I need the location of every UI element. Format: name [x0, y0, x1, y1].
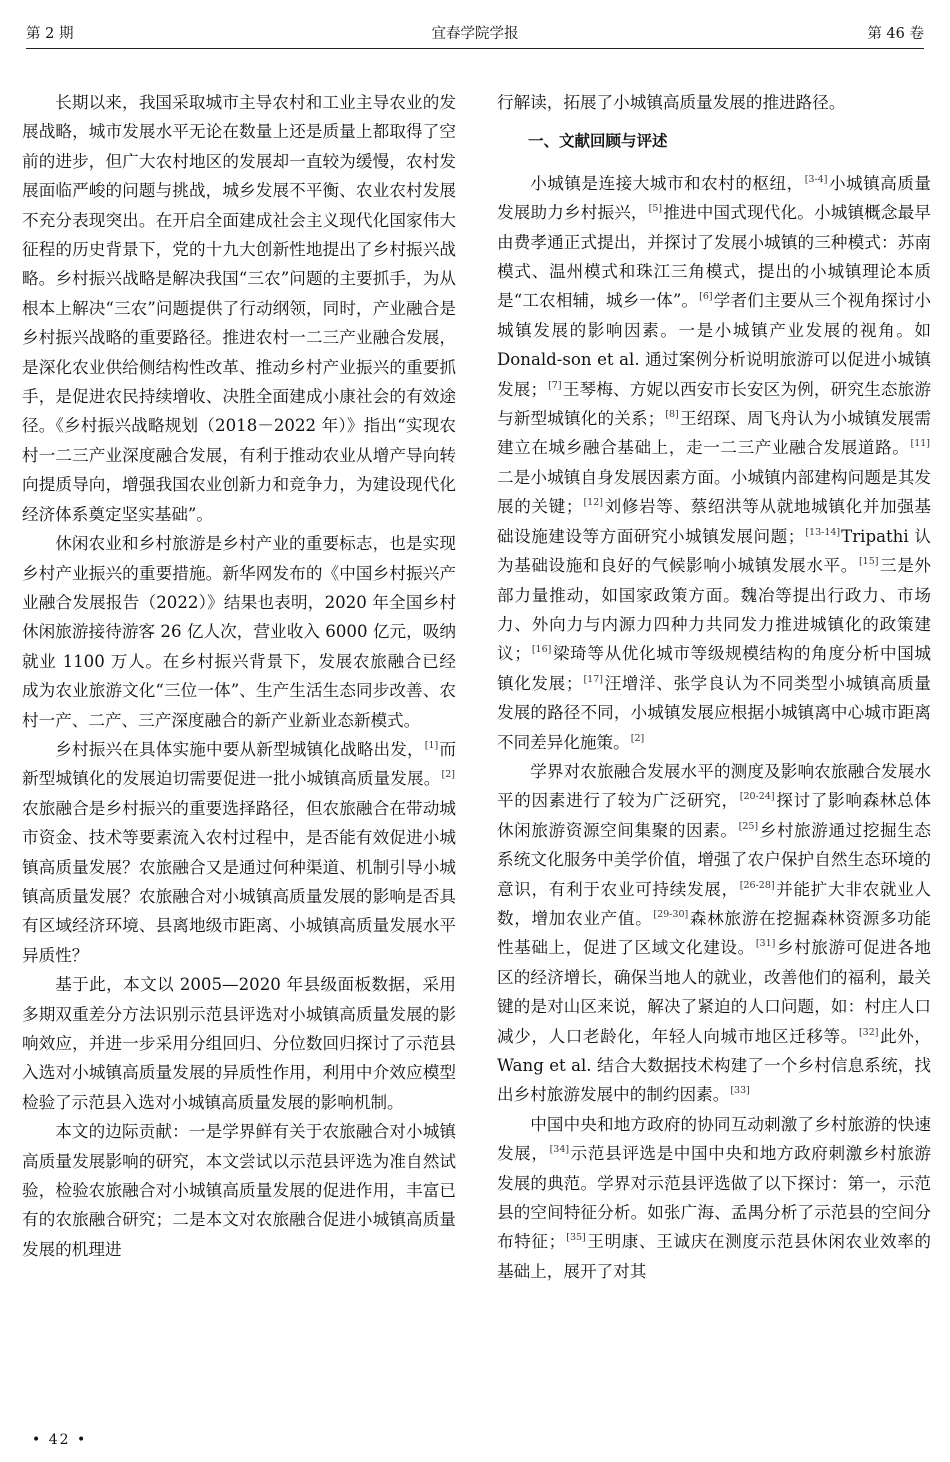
citation-ref: [11]	[910, 438, 930, 450]
text-run: 乡村旅游可促进各地区的经济增长，确保当地人的就业，改善他们的福利，最关键的是对山区来说，解决了紧迫的人口问题，如：村庄人口减少，人口老龄化，年轻人向城市地区迁移等。	[497, 938, 931, 1046]
citation-ref: [31]	[755, 938, 776, 950]
text-run: 此外，Wang et al. 结合大数据技术构建了一个乡村信息系统，找出乡村旅游发展中的制约因素。	[497, 1026, 931, 1105]
paragraph	[497, 169, 931, 757]
citation-ref: [16]	[531, 644, 552, 656]
continuation-text: 行解读，拓展了小城镇高质量发展的推进路径。	[497, 93, 846, 112]
text-run: 基于此，本文以 2005—2020 年县级面板数据，采用多期双重差分方法识别示范县评选对小城镇高质量发展的影响效应，并进一步采用分组回归、分位数回归探讨了示范县入选对小城镇高质量发展的异质性作用，利用中介效应模型检验了示范县入选对小城镇高质量发展的影响机制。	[22, 975, 456, 1112]
right-column	[497, 88, 931, 1428]
text-run: 探讨了影响森林总体休闲旅游资源空间集聚的因素。	[497, 791, 931, 840]
text-run: 王琴梅、方妮以西安市长安区为例，研究生态旅游与新型城镇化的关系；	[497, 379, 931, 429]
text-run: 梁琦等从优化城市等级规模结构的角度分析中国城镇化发展；	[497, 644, 931, 693]
text-run: 森林旅游在挖掘森林资源多功能性基础上，促进了区域文化建设。	[497, 908, 931, 958]
text-run: 刘修岩等、蔡绍洪等从就地城镇化并加强基础设施建设等方面研究小城镇发展问题；	[497, 497, 931, 546]
paragraph	[497, 757, 931, 1110]
text-run: 并能扩大非农就业人数，增加农业产值。	[497, 879, 931, 928]
paragraph	[22, 970, 456, 1117]
citation-ref: [35]	[566, 1232, 586, 1244]
text-run: 王明康、王诚庆在测度示范县休闲农业效率的基础上，展开了对其	[497, 1232, 931, 1281]
page-number: • 42 •	[32, 1432, 88, 1448]
citation-ref: [29-30]	[653, 908, 689, 920]
citation-ref: [32]	[858, 1026, 879, 1038]
text-run: 中国中央和地方政府的协同互动刺激了乡村旅游的快速发展，	[497, 1114, 931, 1164]
text-run: 推进中国式现代化。小城镇概念最早由费孝通正式提出，并探讨了发展小城镇的三种模式：苏南模式、温州模式和珠江三角模式，提出的小城镇理论本质是“工农相辅，城乡一体”。	[497, 203, 931, 311]
text-run: 乡村振兴在具体实施中要从新型城镇化战略出发，	[55, 739, 424, 759]
volume-number: 第 46 卷	[867, 26, 924, 42]
citation-ref: [8]	[665, 409, 679, 421]
paragraph	[22, 735, 456, 970]
text-run: 长期以来，我国采取城市主导农村和工业主导农业的发展战略，城市发展水平无论在数量上还是质量上都取得了空前的进步，但广大农村地区的发展却一直较为缓慢，农村发展面临严峻的问题与挑战，城乡发展不平衡、农业农村发展不充分表现突出。在开启全面建成社会主义现代化国家伟大征程的历史背景下，党的十九大创新性地提出了乡村振兴战略。乡村振兴战略是解决我国“三农”问题的主要抓手，为从根本上解决“三农”问题提供了行动纲领，同时，产业融合是乡村振兴战略的重要路径。推进农村一二三产业融合发展，是深化农业供给侧结构性改革、推动乡村产业振兴的重要抓手，是促进农民持续增收、决胜全面建成小康社会的有效途径。《乡村振兴战略规划（2018－2022 年）》指出“实现农村一二三产业深度融合发展，有利于推动农业从增产导向转向提质导向，增强我国农业创新力和竞争力，为建设现代化经济体系奠定坚实基础”。	[22, 93, 456, 524]
citation-ref: [17]	[583, 673, 603, 685]
text-run: 汪增洋、张学良认为不同类型小城镇高质量发展的路径不同，小城镇发展应根据小城镇离中心城市距离不同差异化施策。	[497, 673, 931, 752]
citation-ref: [3-4]	[804, 173, 828, 185]
citation-ref: [26-28]	[739, 879, 775, 891]
section-heading: 一、文献回顾与评述	[528, 132, 668, 151]
right-column-body	[497, 169, 931, 1286]
paragraph	[497, 1110, 931, 1286]
text-run: 小城镇高质量发展助力乡村振兴，	[497, 173, 931, 223]
citation-ref: [25]	[738, 820, 759, 832]
text-run: 小城镇是连接大城市和农村的枢纽，	[530, 173, 804, 193]
text-run: 王绍琛、周飞舟认为小城镇发展需建立在城乡融合基础上，走一二三产业融合发展道路。	[497, 409, 931, 458]
text-run: 示范县评选是中国中央和地方政府刺激乡村旅游发展的典范。学界对示范县评选做了以下探讨：第一，示范县的空间特征分析。如张广海、孟禺分析了示范县的空间分布特征；	[497, 1144, 931, 1252]
citation-ref: [13-14]	[805, 526, 841, 538]
citation-ref: [20-24]	[739, 791, 775, 803]
citation-ref: [33]	[730, 1085, 750, 1097]
citation-ref: [7]	[548, 379, 562, 391]
citation-ref: [5]	[648, 203, 663, 215]
text-run: 学界对农旅融合发展水平的测度及影响农旅融合发展水平的因素进行了较为广泛研究，	[497, 761, 931, 811]
text-run: 农旅融合是乡村振兴的重要选择路径，但农旅融合在带动城市资金、技术等要素流入农村过程中，是否能有效促进小城镇高质量发展？农旅融合又是通过何种渠道、机制引导小城镇高质量发展？农旅融合对小城镇高质量发展的影响是否具有区域经济环境、县离地级市距离、小城镇高质量发展水平异质性？	[22, 798, 456, 965]
text-run: 三是外部力量推动，如国家政策方面。魏冶等提出行政力、市场力、外向力与内源力四种力共同发力推进城镇化的政策建议；	[497, 556, 931, 664]
text-run: 乡村旅游通过挖掘生态系统文化服务中美学价值，增强了农户保护自然生态环境的意识，有利于农业可持续发展，	[497, 820, 931, 899]
text-run: 而新型城镇化的发展迫切需要促进一批小城镇高质量发展。	[22, 739, 456, 789]
text-run: 本文的边际贡献：一是学界鲜有关于农旅融合对小城镇高质量发展影响的研究，本文尝试以示范县评选为准自然试验，检验农旅融合对小城镇高质量发展的促进作用，丰富已有的农旅融合研究；二是本文对农旅融合促进小城镇高质量发展的机理进	[22, 1122, 456, 1259]
journal-title: 宜春学院学报	[431, 26, 519, 42]
paragraph	[22, 1117, 456, 1264]
issue-number: 第 2 期	[26, 26, 74, 42]
citation-ref: [12]	[583, 497, 603, 509]
citation-ref: [6]	[699, 291, 713, 303]
citation-ref: [2]	[441, 769, 455, 781]
citation-ref: [2]	[630, 732, 645, 744]
text-run: 二是小城镇自身发展因素方面。小城镇内部建构问题是其发展的关键；	[497, 467, 931, 517]
text-run: 休闲农业和乡村旅游是乡村产业的重要标志，也是实现乡村产业振兴的重要措施。新华网发布的《中国乡村振兴产业融合发展报告（2022）》结果也表明，2020 年全国乡村休闲旅游接待游客 26 亿人次，营业收入 6000 亿元，吸纳就业 1100 万人。在乡村振兴背景下，发展农旅融合已经成为农业旅游文化“三位一体”、生产生活生态同步改善、农村一产、二产、三产深度融合的新产业新业态新模式。	[22, 534, 456, 730]
text-run: Tripathi 认为基础设施和良好的气候影响小城镇发展水平。	[497, 526, 931, 576]
paragraph	[22, 88, 456, 529]
citation-ref: [1]	[424, 739, 439, 751]
left-column	[22, 88, 456, 1428]
citation-ref: [34]	[549, 1144, 570, 1156]
paragraph	[22, 529, 456, 735]
citation-ref: [15]	[858, 556, 879, 568]
running-header	[26, 14, 924, 49]
text-run: 学者们主要从三个视角探讨小城镇发展的影响因素。一是小城镇产业发展的视角。如 Donald-son et al. 通过案例分析说明旅游可以促进小城镇发展；	[497, 291, 931, 399]
